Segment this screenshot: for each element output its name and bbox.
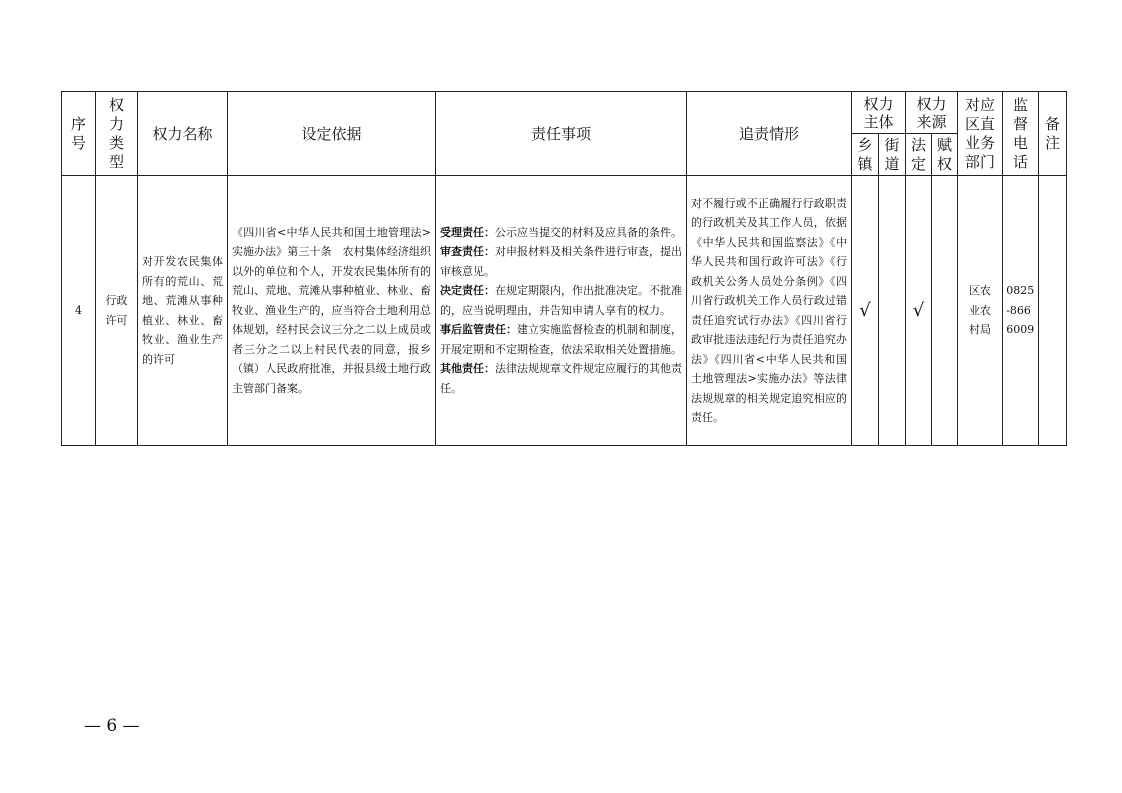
header-seq: 序号 (62, 92, 96, 176)
header-phone: 监督电话 (1003, 92, 1039, 176)
cell-subject-street-check (879, 176, 906, 446)
responsibility-item: 事后监管责任：建立实施监督检查的机制和制度，开展定期和不定期检查，依法采取相关处置措施。 (440, 323, 682, 356)
header-subject-town: 乡镇 (852, 134, 879, 176)
header-responsibility: 责任事项 (436, 92, 687, 176)
cell-accountability: 对不履行或不正确履行行政职责的行政机关及其工作人员，依据《中华人民共和国监察法》《中华人民共和国行政许可法》《行政机关公务人员处分条例》《四川省行政机关工作人员行政过错责任追究试行办法》《四川省行政审批违法违纪行为责任追究办法》《四川省<中华人民共和国土地管理法>实施办法》等法律法规规章的相关规定追究相应的责任。 (687, 176, 852, 446)
cell-seq: 4 (62, 176, 96, 446)
cell-source-legal-check: √ (906, 176, 932, 446)
responsibility-item: 决定责任：在规定期限内，作出批准决定。不批准的，应当说明理由，并告知申请人享有的权力。 (440, 284, 682, 317)
cell-source-grant-check (932, 176, 958, 446)
power-list-table (61, 91, 1067, 446)
table-row (62, 176, 1067, 446)
cell-power-type: 行政许可 (96, 176, 138, 446)
header-source-legal: 法定 (906, 134, 932, 176)
responsibility-item: 受理责任：公示应当提交的材料及应具备的条件。 (440, 225, 682, 239)
header-basis: 设定依据 (228, 92, 436, 176)
cell-power-name: 对开发农民集体所有的荒山、荒地、荒滩从事种植业、林业、畜牧业、渔业生产的许可 (138, 176, 228, 446)
cell-responsibility (436, 176, 687, 446)
cell-subject-town-check: √ (852, 176, 879, 446)
page-number: — 6 — (84, 716, 140, 736)
header-dept: 对应区直业务部门 (958, 92, 1003, 176)
responsibility-item: 其他责任：法律法规规章文件规定应履行的其他责任。 (440, 362, 682, 395)
header-source-grant: 赋权 (932, 134, 958, 176)
header-source: 权力来源 (906, 92, 958, 134)
header-subject-street: 街道 (879, 134, 906, 176)
header-subject: 权力主体 (852, 92, 906, 134)
header-remark: 备注 (1039, 92, 1067, 176)
cell-dept: 区农业农村局 (958, 176, 1003, 446)
responsibility-item: 审查责任：对申报材料及相关条件进行审查，提出审核意见。 (440, 245, 682, 278)
header-power-name: 权力名称 (138, 92, 228, 176)
cell-basis: 《四川省<中华人民共和国土地管理法>实施办法》第三十条 农村集体经济组织以外的单位和个人，开发农民集体所有的荒山、荒地、荒滩从事种植业、林业、畜牧业、渔业生产的，应当符合土地利用总体规划，经村民会议三分之二以上成员或者三分之二以上村民代表的同意，报乡（镇）人民政府批准，并报县级土地行政主管部门备案。 (228, 176, 436, 446)
cell-remark (1039, 176, 1067, 446)
header-accountability: 追责情形 (687, 92, 852, 176)
header-power-type: 权力类型 (96, 92, 138, 176)
cell-phone: 0825-8666009 (1003, 176, 1039, 446)
